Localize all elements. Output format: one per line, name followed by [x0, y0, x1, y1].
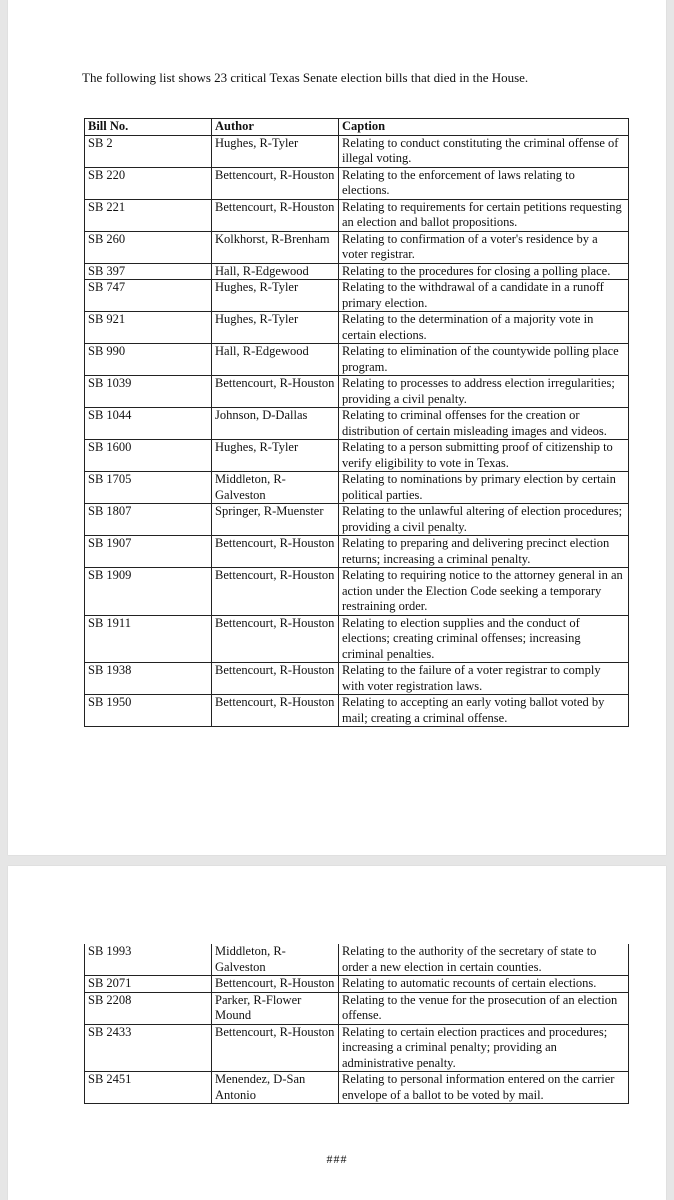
caption-cell: Relating to certain election practices and procedures; increasing a criminal penalty; providing an administrative penalty. [339, 1024, 629, 1072]
caption-cell: Relating to the enforcement of laws relating to elections. [339, 167, 629, 199]
caption-cell: Relating to the venue for the prosecution of an election offense. [339, 992, 629, 1024]
table-header-row [85, 119, 629, 136]
author-cell: Parker, R-Flower Mound [212, 992, 339, 1024]
caption-cell: Relating to election supplies and the conduct of elections; creating criminal offenses; increasing criminal penalties. [339, 615, 629, 663]
bill-number-cell: SB 397 [85, 263, 212, 280]
caption-cell: Relating to confirmation of a voter's residence by a voter registrar. [339, 231, 629, 263]
bill-number-cell: SB 1705 [85, 472, 212, 504]
author-cell: Bettencourt, R-Houston [212, 1024, 339, 1072]
caption-cell: Relating to automatic recounts of certain elections. [339, 976, 629, 993]
author-cell: Bettencourt, R-Houston [212, 695, 339, 727]
table-row [85, 408, 629, 440]
bill-number-cell: SB 260 [85, 231, 212, 263]
caption-cell: Relating to the failure of a voter registrar to comply with voter registration laws. [339, 663, 629, 695]
caption-cell: Relating to preparing and delivering precinct election returns; increasing a criminal penalty. [339, 536, 629, 568]
caption-cell: Relating to the withdrawal of a candidate in a runoff primary election. [339, 280, 629, 312]
bill-number-cell: SB 221 [85, 199, 212, 231]
author-cell: Bettencourt, R-Houston [212, 167, 339, 199]
table-row [85, 199, 629, 231]
bill-number-cell: SB 747 [85, 280, 212, 312]
bill-number-cell: SB 921 [85, 312, 212, 344]
author-cell: Middleton, R-Galveston [212, 472, 339, 504]
author-cell: Johnson, D-Dallas [212, 408, 339, 440]
table-row [85, 344, 629, 376]
table-row [85, 312, 629, 344]
author-cell: Bettencourt, R-Houston [212, 568, 339, 616]
caption-cell: Relating to conduct constituting the criminal offense of illegal voting. [339, 135, 629, 167]
author-cell: Bettencourt, R-Houston [212, 663, 339, 695]
author-cell: Hughes, R-Tyler [212, 135, 339, 167]
table-row [85, 231, 629, 263]
table-row [85, 376, 629, 408]
header-bill-no: Bill No. [85, 119, 212, 136]
bill-number-cell: SB 990 [85, 344, 212, 376]
caption-cell: Relating to processes to address election irregularities; providing a civil penalty. [339, 376, 629, 408]
caption-cell: Relating to requiring notice to the attorney general in an action under the Election Code seeking a temporary restraining order. [339, 568, 629, 616]
bills-table-body [85, 135, 629, 727]
author-cell: Hughes, R-Tyler [212, 440, 339, 472]
bills-table [84, 118, 629, 727]
bill-number-cell: SB 1938 [85, 663, 212, 695]
caption-cell: Relating to requirements for certain petitions requesting an election and ballot propositions. [339, 199, 629, 231]
caption-cell: Relating to the procedures for closing a polling place. [339, 263, 629, 280]
author-cell: Bettencourt, R-Houston [212, 536, 339, 568]
header-caption: Caption [339, 119, 629, 136]
author-cell: Menendez, D-San Antonio [212, 1072, 339, 1104]
author-cell: Kolkhorst, R-Brenham [212, 231, 339, 263]
caption-cell: Relating to the determination of a majority vote in certain elections. [339, 312, 629, 344]
table-row [85, 944, 629, 976]
table-row [85, 695, 629, 727]
author-cell: Middleton, R-Galveston [212, 944, 339, 976]
table-row [85, 440, 629, 472]
header-author: Author [212, 119, 339, 136]
bill-number-cell: SB 2 [85, 135, 212, 167]
caption-cell: Relating to accepting an early voting ballot voted by mail; creating a criminal offense. [339, 695, 629, 727]
bills-table-body-continued [85, 944, 629, 1104]
table-row [85, 1024, 629, 1072]
bill-number-cell: SB 1600 [85, 440, 212, 472]
author-cell: Hall, R-Edgewood [212, 344, 339, 376]
document-page-1 [8, 0, 666, 855]
bill-number-cell: SB 1044 [85, 408, 212, 440]
bill-number-cell: SB 1950 [85, 695, 212, 727]
author-cell: Bettencourt, R-Houston [212, 615, 339, 663]
table-row [85, 504, 629, 536]
table-row [85, 568, 629, 616]
intro-text: The following list shows 23 critical Texas Senate election bills that died in the House. [82, 70, 529, 85]
bill-number-cell: SB 2451 [85, 1072, 212, 1104]
table-row [85, 472, 629, 504]
table-row [85, 135, 629, 167]
bill-number-cell: SB 220 [85, 167, 212, 199]
author-cell: Hughes, R-Tyler [212, 280, 339, 312]
bill-number-cell: SB 2071 [85, 976, 212, 993]
caption-cell: Relating to nominations by primary election by certain political parties. [339, 472, 629, 504]
bill-number-cell: SB 1039 [85, 376, 212, 408]
caption-cell: Relating to the authority of the secretary of state to order a new election in certain counties. [339, 944, 629, 976]
caption-cell: Relating to personal information entered on the carrier envelope of a ballot to be voted by mail. [339, 1072, 629, 1104]
author-cell: Hughes, R-Tyler [212, 312, 339, 344]
caption-cell: Relating to criminal offenses for the creation or distribution of certain misleading images and videos. [339, 408, 629, 440]
document-page-2 [8, 866, 666, 1200]
caption-cell: Relating to elimination of the countywide polling place program. [339, 344, 629, 376]
caption-cell: Relating to the unlawful altering of election procedures; providing a civil penalty. [339, 504, 629, 536]
table-row [85, 167, 629, 199]
end-mark: ### [326, 1152, 348, 1166]
table-row [85, 280, 629, 312]
bill-number-cell: SB 1993 [85, 944, 212, 976]
author-cell: Bettencourt, R-Houston [212, 976, 339, 993]
bill-number-cell: SB 1911 [85, 615, 212, 663]
caption-cell: Relating to a person submitting proof of citizenship to verify eligibility to vote in Texas. [339, 440, 629, 472]
author-cell: Hall, R-Edgewood [212, 263, 339, 280]
table-row [85, 992, 629, 1024]
bill-number-cell: SB 2208 [85, 992, 212, 1024]
bill-number-cell: SB 2433 [85, 1024, 212, 1072]
table-row [85, 263, 629, 280]
bill-number-cell: SB 1909 [85, 568, 212, 616]
table-row [85, 663, 629, 695]
author-cell: Bettencourt, R-Houston [212, 199, 339, 231]
author-cell: Springer, R-Muenster [212, 504, 339, 536]
author-cell: Bettencourt, R-Houston [212, 376, 339, 408]
table-row [85, 1072, 629, 1104]
bills-table-continued [84, 944, 629, 1104]
bill-number-cell: SB 1807 [85, 504, 212, 536]
table-row [85, 615, 629, 663]
table-row [85, 536, 629, 568]
table-row [85, 976, 629, 993]
bill-number-cell: SB 1907 [85, 536, 212, 568]
